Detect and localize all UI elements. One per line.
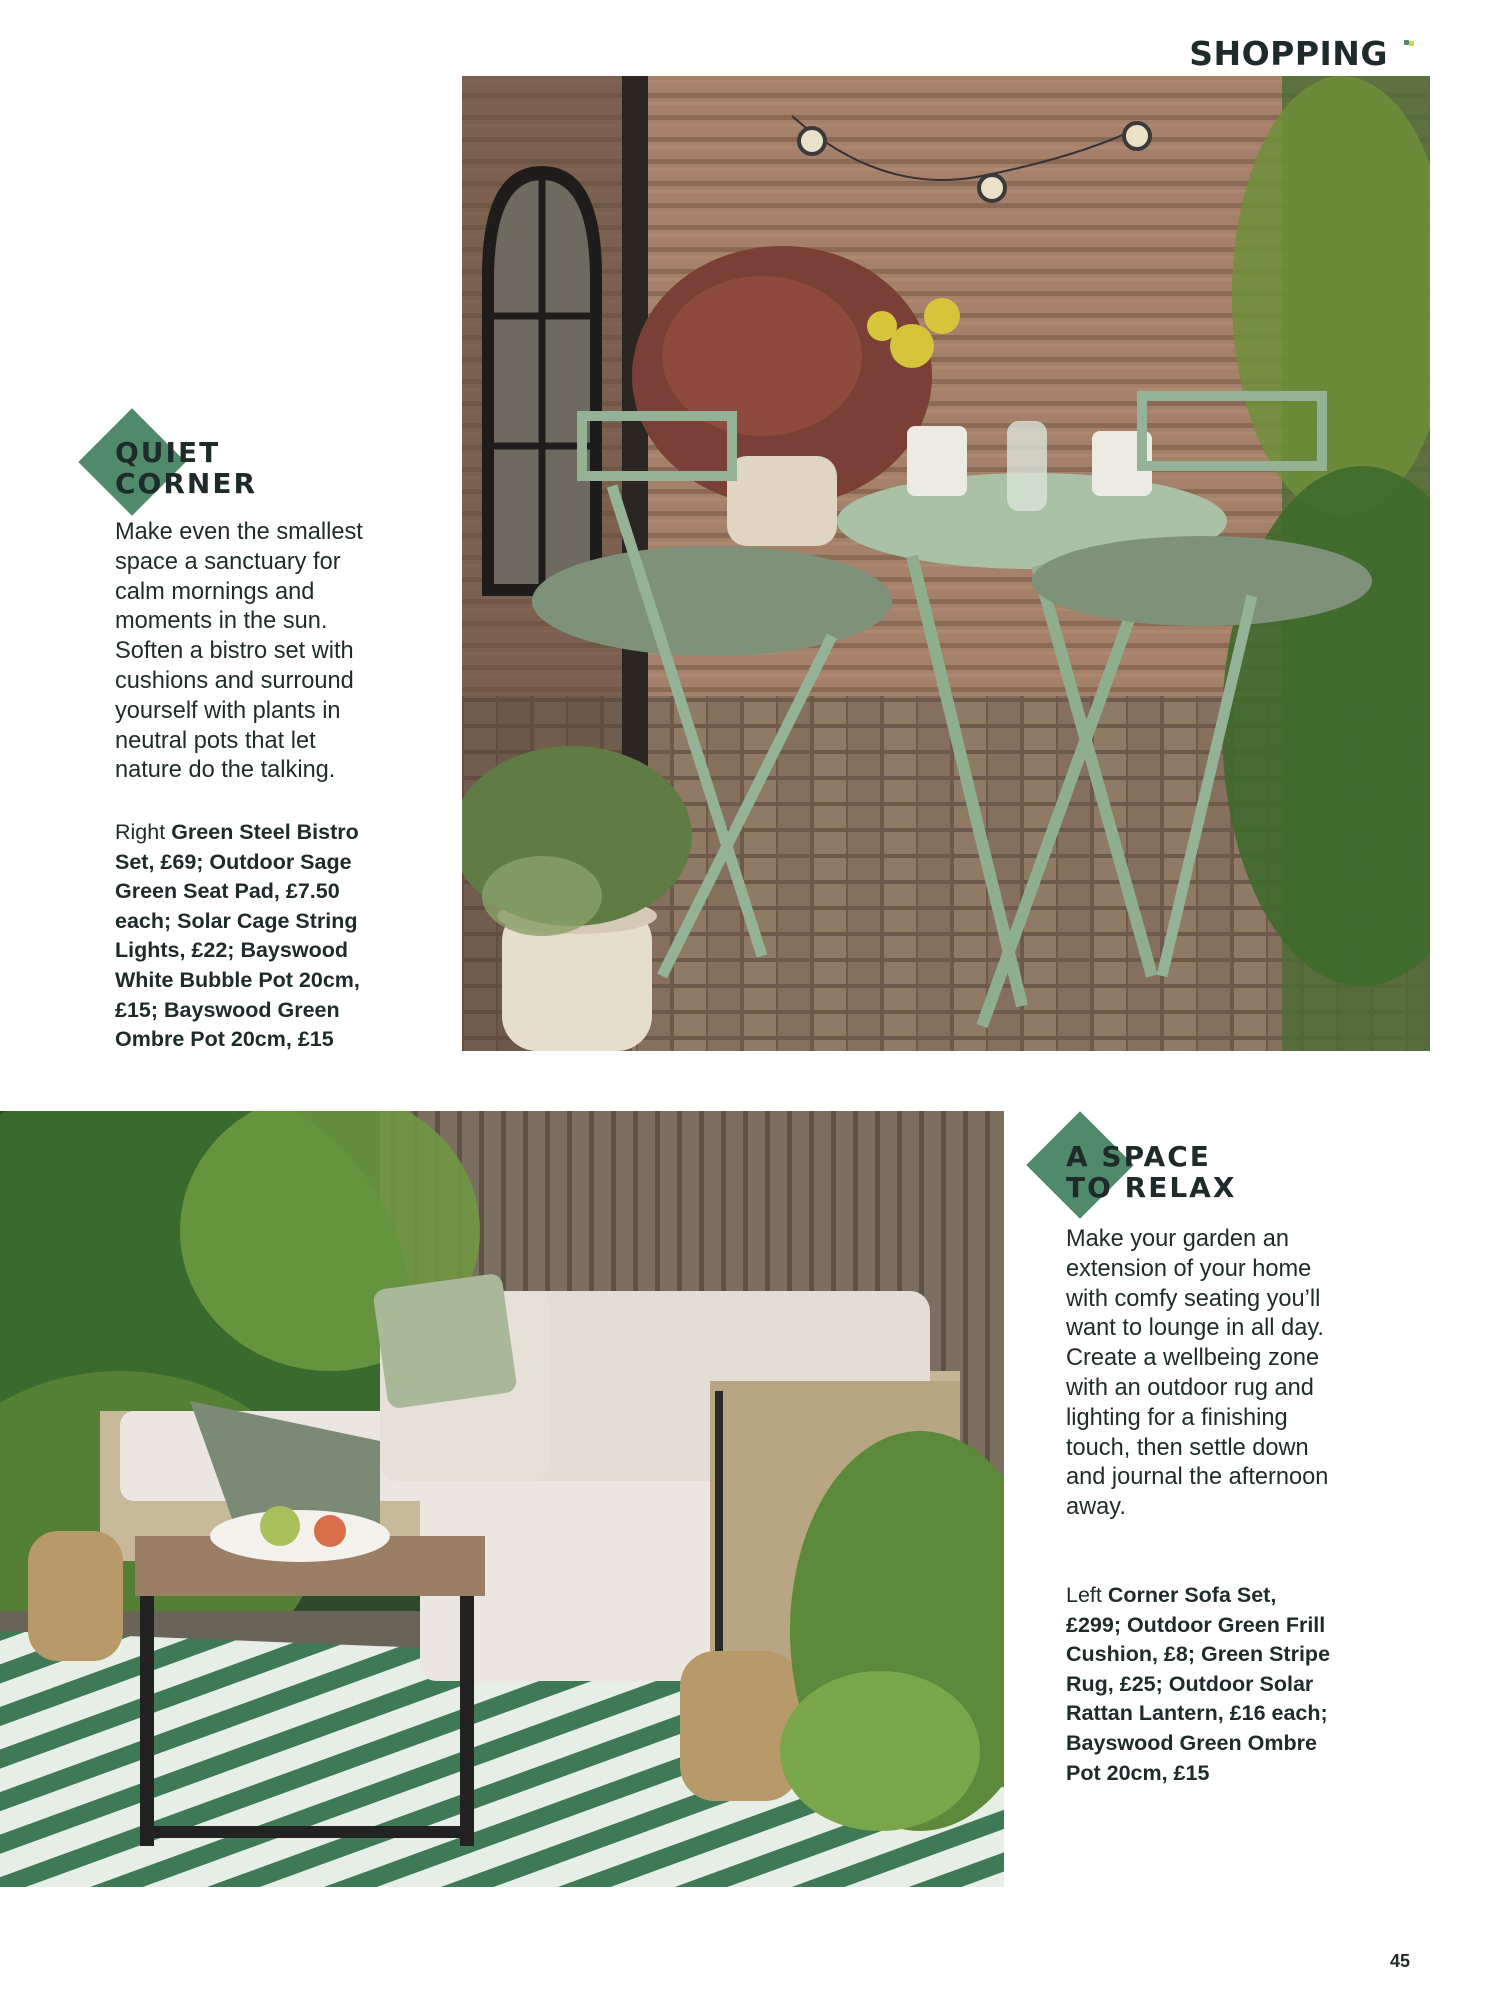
section-title: SHOPPING (1189, 34, 1388, 73)
credit-text: Corner Sofa Set, £299; Outdoor Green Frill Cushion, £8; Green Stripe Rug, £25; Outdoor Solar Rattan Lantern, £16 each; Bayswood Green Ombre Pot 20cm, £15 (1066, 1583, 1331, 1785)
quiet-corner-heading (115, 437, 257, 499)
heading-line: TO RELAX (1066, 1171, 1237, 1204)
corner-sofa-photo (0, 1111, 1004, 1887)
space-to-relax-heading (1066, 1141, 1236, 1203)
credit-lead: Left (1066, 1583, 1102, 1607)
corner-sofa-illustration (0, 1111, 1004, 1887)
credit-lead: Right (115, 820, 166, 844)
space-to-relax-credits (1066, 1581, 1336, 1788)
credit-text: Green Steel Bistro Set, £69; Outdoor Sage Green Seat Pad, £7.50 each; Solar Cage String Lights, £22; Bayswood White Bubble Pot 20cm, £15; Bayswood Green Ombre Pot 20cm, £15 (115, 820, 360, 1052)
space-to-relax-body: Make your garden an extension of your home with comfy seating you’ll want to lounge in all day. Create a wellbeing zone with an outdoor rug and lighting for a finishing touch, then settle down and journal the afternoon away. (1066, 1226, 1329, 1521)
heading-line: QUIET (115, 436, 221, 469)
section-mark-icon (1404, 40, 1414, 46)
heading-line: CORNER (115, 467, 258, 500)
bistro-set-photo (462, 76, 1430, 1051)
page-number: 45 (1389, 1951, 1410, 1971)
quiet-corner-credits (115, 818, 377, 1055)
bistro-set-illustration (462, 76, 1430, 1051)
quiet-corner-body: Make even the smallest space a sanctuary for calm mornings and moments in the sun. Soften a bistro set with cushions and surround yourself with plants in neutral pots that let nature do the talking. (115, 519, 363, 784)
heading-line: A SPACE (1066, 1140, 1211, 1173)
